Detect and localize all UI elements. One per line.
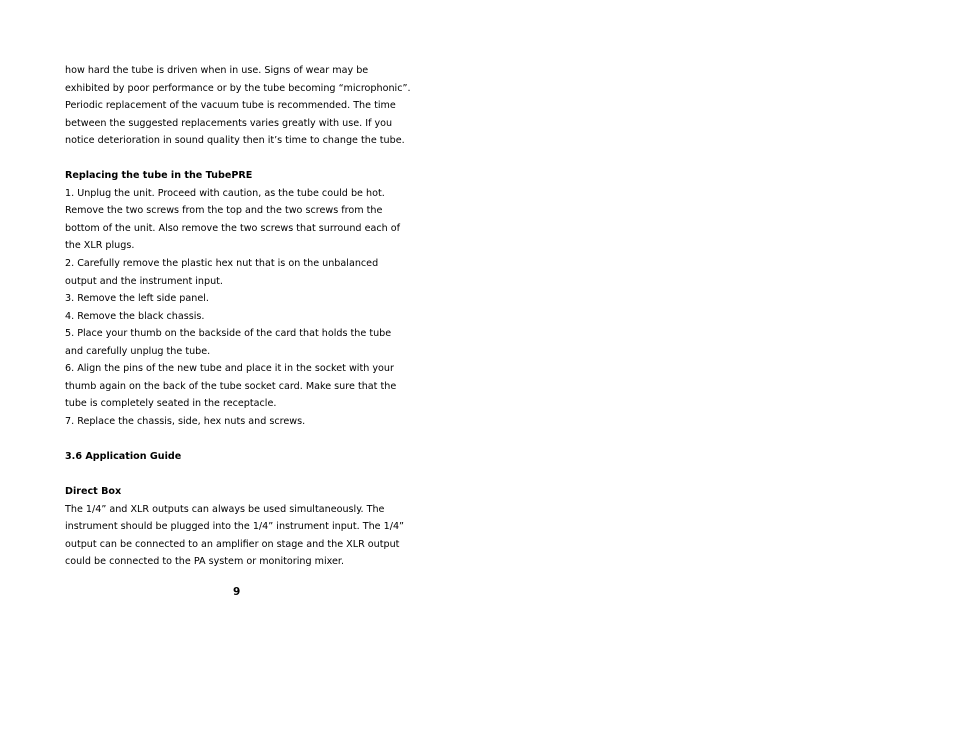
application-guide-heading: 3.6 Application Guide bbox=[65, 451, 182, 463]
text-line: exhibited by poor performance or by the tube becoming “microphonic”. bbox=[65, 82, 411, 94]
text-line: the XLR plugs. bbox=[65, 240, 135, 252]
page-body bbox=[65, 62, 425, 571]
text-line: 3. Remove the left side panel. bbox=[65, 293, 209, 305]
text-line: tube is completely seated in the receptacle. bbox=[65, 398, 277, 410]
text-line: thumb again on the back of the tube socket card. Make sure that the bbox=[65, 380, 397, 392]
spacer bbox=[65, 466, 425, 484]
text-line: The 1/4” and XLR outputs can always be used simultaneously. The bbox=[65, 503, 385, 515]
text-line: output and the instrument input. bbox=[65, 275, 223, 287]
text-line: Periodic replacement of the vacuum tube is recommended. The time bbox=[65, 100, 396, 112]
direct-box-section bbox=[65, 483, 425, 571]
replacing-tube-section bbox=[65, 167, 425, 430]
text-line: 6. Align the pins of the new tube and place it in the socket with your bbox=[65, 363, 394, 375]
text-line: 2. Carefully remove the plastic hex nut that is on the unbalanced bbox=[65, 258, 379, 270]
text-line: and carefully unplug the tube. bbox=[65, 345, 211, 357]
text-line: bottom of the unit. Also remove the two screws that surround each of bbox=[65, 222, 400, 234]
text-line: between the suggested replacements varies greatly with use. If you bbox=[65, 117, 393, 129]
page-number: 9 bbox=[233, 586, 241, 598]
text-line: notice deterioration in sound quality then it’s time to change the tube. bbox=[65, 135, 405, 147]
text-line: 7. Replace the chassis, side, hex nuts and screws. bbox=[65, 415, 306, 427]
intro-paragraph bbox=[65, 62, 425, 150]
text-line: Remove the two screws from the top and the two screws from the bbox=[65, 205, 383, 217]
replacing-tube-heading: Replacing the tube in the TubePRE bbox=[65, 170, 253, 182]
direct-box-heading: Direct Box bbox=[65, 486, 122, 498]
spacer bbox=[65, 150, 425, 168]
text-line: could be connected to the PA system or monitoring mixer. bbox=[65, 556, 345, 568]
text-line: output can be connected to an amplifier on stage and the XLR output bbox=[65, 538, 400, 550]
text-line: instrument should be plugged into the 1/4” instrument input. The 1/4” bbox=[65, 521, 405, 533]
text-line: how hard the tube is driven when in use. Signs of wear may be bbox=[65, 65, 369, 76]
text-line: 5. Place your thumb on the backside of the card that holds the tube bbox=[65, 328, 392, 340]
spacer bbox=[65, 430, 425, 448]
text-line: 4. Remove the black chassis. bbox=[65, 310, 205, 322]
text-line: 1. Unplug the unit. Proceed with caution, as the tube could be hot. bbox=[65, 187, 385, 199]
